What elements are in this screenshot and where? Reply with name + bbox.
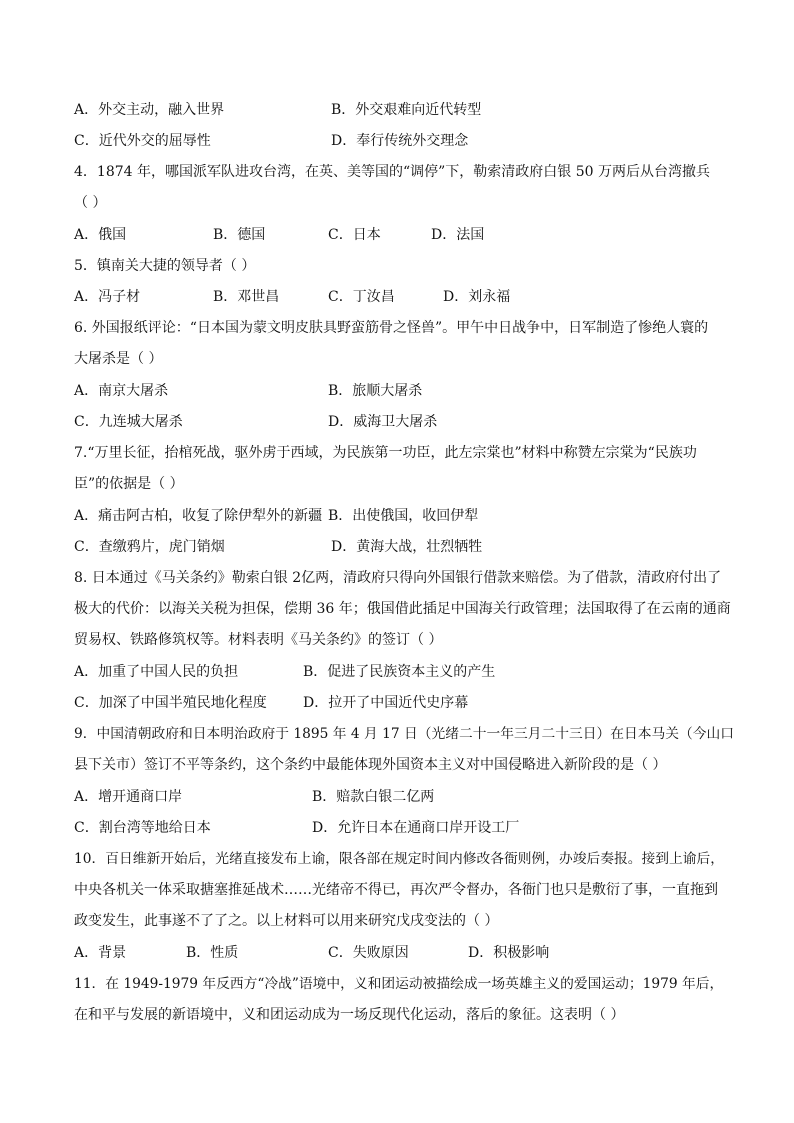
q5-option-c: C．丁汝昌 bbox=[328, 289, 395, 305]
q9-option-c: C．割台湾等地给日本 bbox=[74, 820, 211, 836]
q4-option-c: C．日本 bbox=[328, 227, 381, 243]
q7-option-a: A．痛击阿古柏，收复了除伊犁外的新疆 bbox=[74, 508, 323, 524]
q10-option-a: A．背景 bbox=[74, 945, 127, 961]
q7-option-d: D．黄海大战，壮烈牺牲 bbox=[331, 539, 483, 555]
q4-option-a: A．俄国 bbox=[74, 227, 127, 243]
q8-option-a: A．加重了中国人民的负担 bbox=[74, 664, 239, 680]
q8-option-d: D．拉开了中国近代史序幕 bbox=[303, 695, 469, 711]
q7-option-b: B．出使俄国，收回伊犁 bbox=[328, 508, 479, 524]
q7-option-c: C．查缴鸦片，虎门销烟 bbox=[74, 539, 225, 555]
q6-option-d: D．威海卫大屠杀 bbox=[328, 414, 438, 430]
q6-stem-line1: 6. 外国报纸评论：“日本国为蒙文明皮肤具野蛮筋骨之怪兽”。甲午中日战争中，日军制造了惨绝人寰的 bbox=[74, 320, 709, 336]
q11-stem-line1: 11．在 1949-1979 年反西方“冷战”语境中，义和团运动被描绘成一场英雄主义的爱国运动；1979 年后， bbox=[74, 976, 724, 992]
q6-option-a: A．南京大屠杀 bbox=[74, 383, 169, 399]
q10-option-d: D．积极影响 bbox=[468, 945, 550, 961]
q5-option-b: B．邓世昌 bbox=[213, 289, 280, 305]
q8-option-c: C．加深了中国半殖民地化程度 bbox=[74, 695, 267, 711]
q8-stem-line3: 贸易权、铁路修筑权等。材料表明《马关条约》的签订（ ） bbox=[74, 632, 443, 648]
q4-stem-line2: （ ） bbox=[74, 195, 107, 211]
q8-stem-line1: 8. 日本通过《马关条约》勒索白银 2亿两，清政府只得向外国银行借款来赔偿。为了借款，清政府付出了 bbox=[74, 570, 722, 586]
q7-stem-line1: 7.“万里长征，抬棺死战，驱外虏于西域，为民族第一功臣，此左宗棠也”材料中称赞左宗棠为“民族功 bbox=[74, 445, 697, 461]
q3-option-b: B．外交艰难向近代转型 bbox=[331, 102, 482, 118]
q4-stem-line1: 4．1874 年，哪国派军队进攻台湾，在英、美等国的“调停”下，勒索清政府白银 50 万两后从台湾撤兵 bbox=[74, 164, 711, 180]
q7-stem-line2: 臣”的依据是（ ） bbox=[74, 476, 184, 492]
q3-option-a: A．外交主动，融入世界 bbox=[74, 102, 225, 118]
q10-stem-line2: 中央各机关一体采取搪塞推延战术……光绪帝不得已，再次严令督办，各衙门也只是敷衍了事，一直拖到 bbox=[74, 882, 718, 898]
q9-option-a: A．增开通商口岸 bbox=[74, 789, 183, 805]
q10-option-c: C．失败原因 bbox=[328, 945, 409, 961]
q6-option-b: B．旅顺大屠杀 bbox=[328, 383, 423, 399]
q5-option-d: D．刘永福 bbox=[443, 289, 511, 305]
q10-stem-line1: 10．百日维新开始后，光绪直接发布上谕，限各部在规定时间内修改各衙则例，办竣后奏报。接到上谕后， bbox=[74, 851, 724, 867]
q10-stem-line3: 政变发生，此事遂不了了之。以上材料可以用来研究戊戌变法的（ ） bbox=[74, 913, 499, 929]
q11-stem-line2: 在和平与发展的新语境中，义和团运动成为一场反现代化运动，落后的象征。这表明（ ） bbox=[74, 1007, 625, 1023]
q5-option-a: A．冯子材 bbox=[74, 289, 141, 305]
q10-option-b: B．性质 bbox=[186, 945, 239, 961]
q8-stem-line2: 极大的代价：以海关关税为担保，偿期 36 年；俄国借此插足中国海关行政管理；法国取得了在云南的通商 bbox=[74, 601, 731, 617]
q8-option-b: B．促进了民族资本主义的产生 bbox=[303, 664, 496, 680]
q4-option-b: B．德国 bbox=[213, 227, 266, 243]
q5-stem: 5．镇南关大捷的领导者（ ） bbox=[74, 258, 256, 274]
q9-option-d: D．允许日本在通商口岸开设工厂 bbox=[312, 820, 520, 836]
q6-option-c: C．九连城大屠杀 bbox=[74, 414, 183, 430]
q3-option-c: C．近代外交的屈辱性 bbox=[74, 133, 211, 149]
q9-option-b: B．赔款白银二亿两 bbox=[312, 789, 435, 805]
q6-stem-line2: 大屠杀是（ ） bbox=[74, 351, 163, 367]
q3-option-d: D．奉行传统外交理念 bbox=[331, 133, 469, 149]
q9-stem-line2: 县下关市）签订不平等条约，这个条约中最能体现外国资本主义对中国侵略进入新阶段的是（ ） bbox=[74, 757, 667, 773]
q4-option-d: D．法国 bbox=[431, 227, 485, 243]
q9-stem-line1: 9．中国清朝政府和日本明治政府于 1895 年 4 月 17 日（光绪二十一年三月二十三日）在日本马关（今山口 bbox=[74, 726, 734, 742]
